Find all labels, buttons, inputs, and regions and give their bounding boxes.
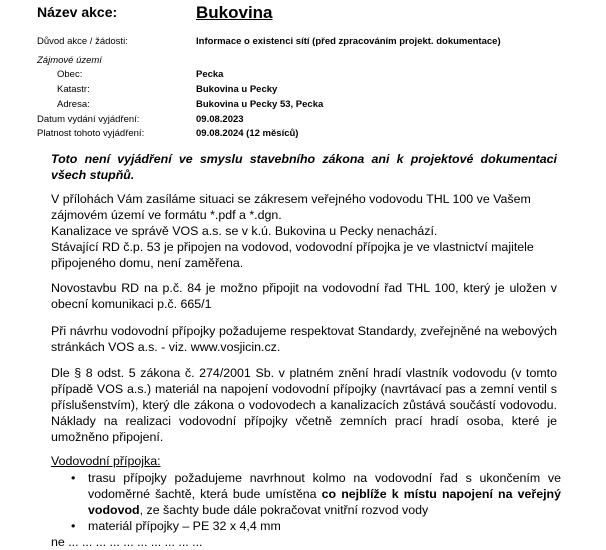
existing-house-line-2: připojeného domu, není zaměřena. — [51, 256, 244, 270]
issue-date-value: 09.08.2023 — [196, 114, 244, 125]
attachment-line-1: V přílohách Vám zasíláme situaci se zákresem veřejného vodovodu THL 100 ve Vašem — [51, 192, 531, 206]
route-text-a: trasu přípojky požadujeme navrhnout kolmo na vodovodní řad s ukončením ve vodoměrné šachtě, která bude umístěna — [88, 471, 561, 501]
route-text-c: , ze šachty bude dále pokračovat vnitřní rozvod vody — [139, 503, 429, 517]
attachment-paragraph — [51, 191, 557, 271]
list-item — [51, 470, 561, 518]
law-paragraph: Dle § 8 odst. 5 zákona č. 274/2001 Sb. v platném znění hradí vlastník vodovodu (v tomto případě VOS a.s.) materiál na napojení vodovodní přípojky (navrtávací pas a zemní ventil s příslušenstvím), který dle zákona o vodovodech a kanalizacích zůstává součástí vodovodu. Náklady na realizaci vodovodní přípojky včetně zemních prací hradí osoba, které je umožněno připojení. — [51, 366, 557, 444]
new-building-paragraph: Novostavbu RD na p.č. 84 je možno připojit na vodovodní řad THL 100, který je uložen v obecní komunikaci p.č. 665/1 — [51, 281, 557, 311]
validity-label: Platnost tohoto vyjádření: — [37, 128, 145, 139]
bullet-icon: • — [71, 471, 76, 485]
address-value: Bukovina u Pecky 53, Pecka — [196, 99, 324, 110]
route-text-bold: co nejblíže k místu napojení na veřejný vodovod — [88, 487, 561, 517]
existing-house-line-1: Stávající RD č.p. 53 je připojen na vodovod, vodovodní přípojka je ve vlastnictví majitele — [51, 240, 534, 254]
action-name-label: Název akce: — [37, 4, 118, 20]
material-text: materiál přípojky – PE 32 x 4,4 mm — [88, 519, 281, 533]
list-item — [51, 518, 561, 534]
cadastre-value: Bukovina u Pecky — [196, 84, 278, 95]
address-label: Adresa: — [57, 99, 90, 110]
bullet-icon: • — [71, 519, 76, 533]
attachment-line-2: zájmovém území ve formátu *.pdf a *.dgn. — [51, 208, 282, 222]
standards-paragraph: Při návrhu vodovodní přípojky požadujeme respektovat Standardy, zveřejněné na webových stránkách VOS a.s. - viz. www.vosjicin.cz. — [51, 324, 557, 354]
water-connection-list — [51, 470, 561, 534]
sewer-line: Kanalizace ve správě VOS a.s. se v k.ú. Bukovina u Pecky nenachází. — [51, 224, 438, 238]
issue-date-label: Datum vydání vyjádření: — [37, 114, 140, 125]
notice-paragraph: Toto není vyjádření ve smyslu stavebního zákona ani k projektové dokumentaci všech stupňů. — [51, 152, 557, 182]
truncated-line: ne ... ... ... ... ... ... ... ... ... ... — [51, 535, 203, 549]
reason-label: Důvod akce / žádosti: — [37, 36, 128, 47]
water-connection-heading: Vodovodní přípojka: — [51, 454, 161, 468]
municipality-label: Obec: — [57, 69, 83, 80]
validity-value: 09.08.2024 (12 měsíců) — [196, 128, 299, 139]
cadastre-label: Katastr: — [57, 84, 90, 95]
action-name-value: Bukovina — [196, 3, 273, 22]
municipality-value: Pecka — [196, 69, 224, 80]
reason-value: Informace o existenci sítí (před zpracováním projekt. dokumentace) — [196, 36, 501, 47]
area-section-label: Zájmové území — [37, 55, 102, 66]
